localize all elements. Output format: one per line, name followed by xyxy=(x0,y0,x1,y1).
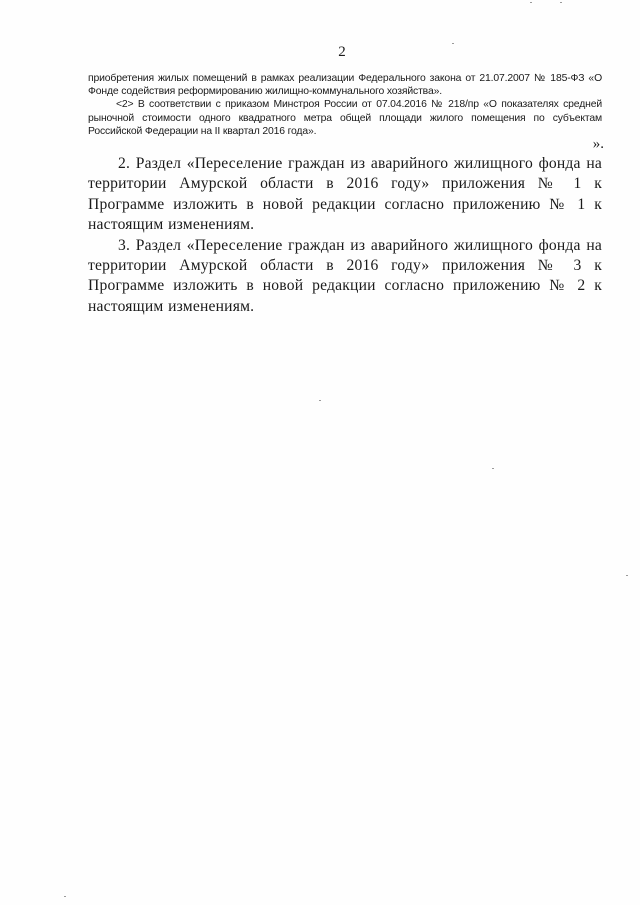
scan-speck xyxy=(492,468,494,469)
scan-speck xyxy=(530,2,532,3)
footnote-2: <2> В соответствии с приказом Минстроя России от 07.04.2016 № 218/пр «О показателях средней рыночной стоимости одного квадратного метра общей площади жилого помещения по субъектам Российской Федерации на II квартал 2016 года». xyxy=(88,99,602,137)
footnote-continuation: приобретения жилых помещений в рамках реализации Федерального закона от 21.07.2007 № 185-ФЗ «О Фонде содействия реформированию жилищно-коммунального хозяйства». xyxy=(88,73,602,98)
scan-speck xyxy=(64,896,66,897)
paragraph-item-3: 3. Раздел «Переселение граждан из аварийного жилищного фонда на территории Амурской области в 2016 году» приложения № 3 к Программе изложить в новой редакции согласно приложению № 2 к настоящим изменениям. xyxy=(88,236,602,315)
scan-speck xyxy=(319,400,321,401)
page-number: 2 xyxy=(338,44,346,60)
closing-quote: ». xyxy=(592,136,604,152)
body-text xyxy=(88,154,602,317)
scan-speck xyxy=(560,2,562,3)
scan-speck xyxy=(626,575,628,576)
scan-speck xyxy=(452,43,454,44)
footnotes-block xyxy=(88,72,602,138)
paragraph-item-2: 2. Раздел «Переселение граждан из аварийного жилищного фонда на территории Амурской области в 2016 году» приложения № 1 к Программе изложить в новой редакции согласно приложению № 1 к настоящим изменениям. xyxy=(88,155,602,234)
